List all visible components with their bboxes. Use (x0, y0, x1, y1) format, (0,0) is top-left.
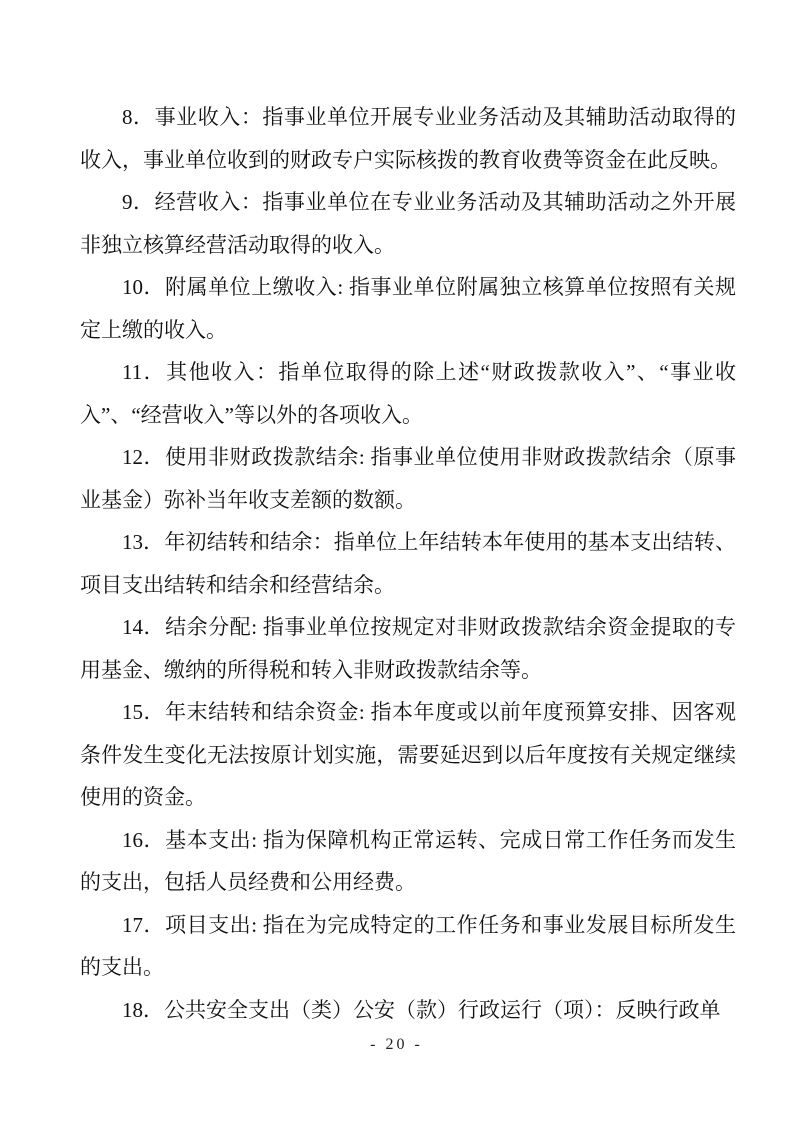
definition-item-8: 8．事业收入：指事业单位开展专业业务活动及其辅助活动取得的收入，事业单位收到的财政专户实际核拨的教育收费等资金在此反映。 (80, 105, 736, 172)
definition-item-10: 10．附属单位上缴收入: 指事业单位附属独立核算单位按照有关规定上缴的收入。 (80, 275, 736, 342)
definition-item-18: 18．公共安全支出（类）公安（款）行政运行（项）：反映行政单 (122, 997, 721, 1022)
definition-item-13: 13．年初结转和结余：指单位上年结转本年使用的基本支出结转、项目支出结转和结余和经营结余。 (80, 530, 736, 597)
definition-item-12: 12．使用非财政拨款结余: 指事业单位使用非财政拨款结余（原事业基金）弥补当年收支差额的数额。 (80, 445, 736, 512)
document-body (80, 96, 736, 1031)
definition-item-11: 11．其他收入：指单位取得的除上述“财政拨款收入”、“事业收入”、“经营收入”等以外的各项收入。 (80, 360, 736, 427)
definition-item-17: 17．项目支出: 指在为完成特定的工作任务和事业发展目标所发生的支出。 (80, 912, 736, 979)
definition-item-16: 16．基本支出: 指为保障机构正常运转、完成日常工作任务而发生的支出，包括人员经费和公用经费。 (80, 827, 736, 894)
page-number: - 20 - (370, 1036, 423, 1053)
definition-item-9: 9．经营收入：指事业单位在专业业务活动及其辅助活动之外开展非独立核算经营活动取得的收入。 (80, 190, 736, 257)
definition-item-14: 14．结余分配: 指事业单位按规定对非财政拨款结余资金提取的专用基金、缴纳的所得税和转入非财政拨款结余等。 (80, 615, 736, 682)
definition-item-15: 15．年末结转和结余资金: 指本年度或以前年度预算安排、因客观条件发生变化无法按原计划实施，需要延迟到以后年度按有关规定继续使用的资金。 (80, 700, 736, 809)
